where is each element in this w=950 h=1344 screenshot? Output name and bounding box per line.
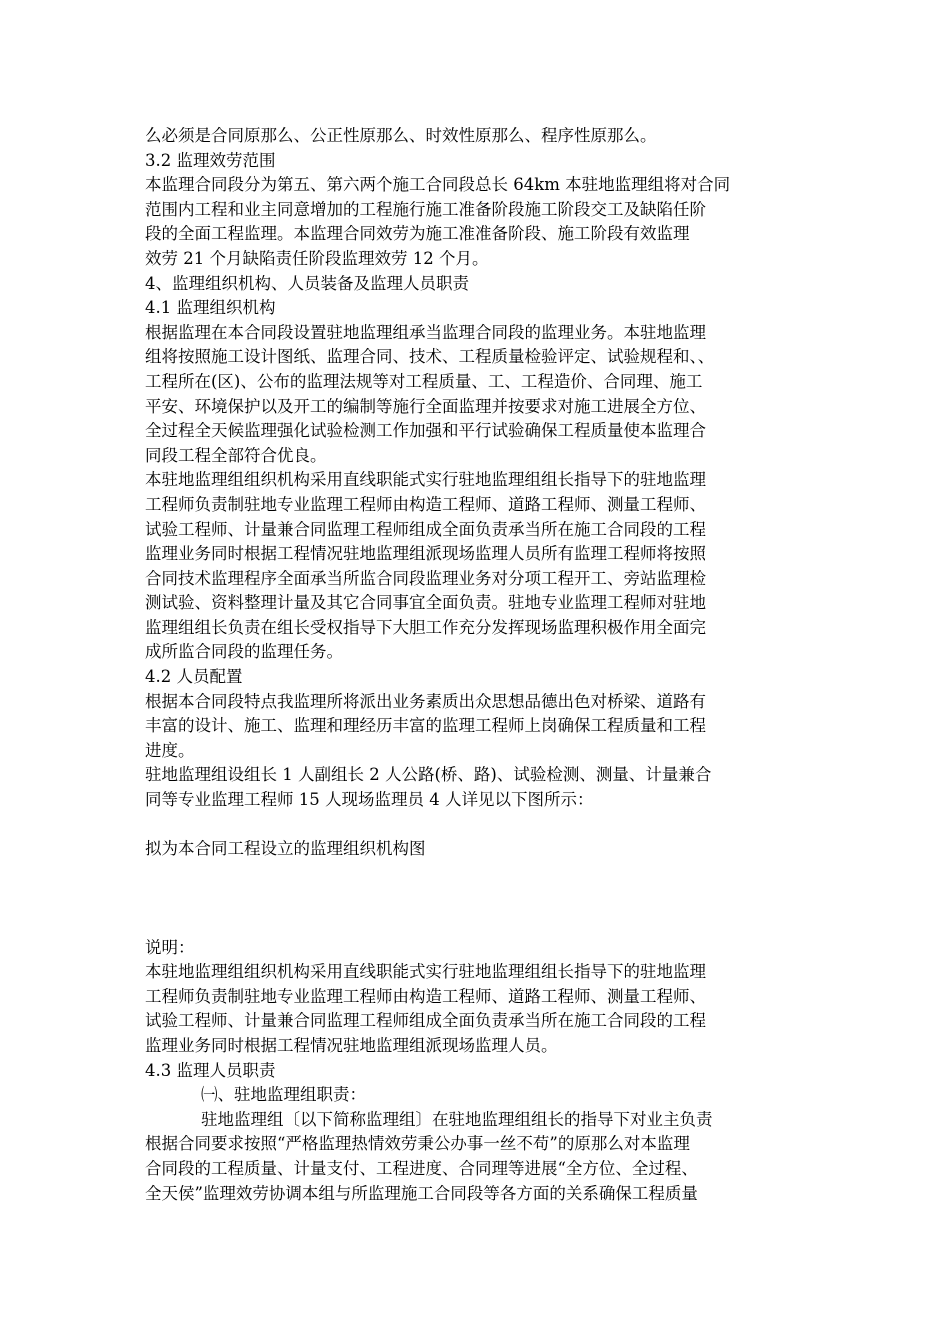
text-line: 同段工程全部符合优良。 xyxy=(145,445,327,465)
text-line: 全天侯”监理效劳协调本组与所监理施工合同段等各方面的关系确保工程质量 xyxy=(145,1183,698,1203)
text-line: 试验工程师、计量兼合同监理工程师组成全面负责承当所在施工合同段的工程 xyxy=(145,519,706,539)
text-line: 测试验、资料整理计量及其它合同事宜全面负责。驻地专业监理工程师对驻地 xyxy=(145,593,706,613)
text-line: 根据合同要求按照“严格监理热情效劳秉公办事一丝不苟”的原那么对本监理 xyxy=(145,1134,690,1154)
spacer xyxy=(145,813,805,838)
text-line: 组将按照施工设计图纸、监理合同、技术、工程质量检验评定、试验规程和、、 xyxy=(145,347,715,367)
text-line: 3.2 监理效劳范围 xyxy=(145,150,276,170)
text-line: 驻地监理组设组长 1 人副组长 2 人公路(桥、路)、试验检测、测量、计量兼合 xyxy=(145,765,712,785)
text-line: 段的全面工程监理。本监理合同效劳为施工准准备阶段、施工阶段有效监理 xyxy=(145,224,690,244)
text-line: 4.2 人员配置 xyxy=(145,667,243,687)
text-line: 根据监理在本合同段设置驻地监理组承当监理合同段的监理业务。本驻地监理 xyxy=(145,322,706,342)
org-chart-placeholder xyxy=(145,862,805,936)
text-line: 合同段的工程质量、计量支付、工程进度、合同理等进展“全方位、全过程、 xyxy=(145,1158,698,1178)
text-line: 进度。 xyxy=(145,740,195,760)
text-line: 本驻地监理组组织机构采用直线职能式实行驻地监理组组长指导下的驻地监理 xyxy=(145,470,706,490)
text-line: 丰富的设计、施工、监理和理经历丰富的监理工程师上岗确保工程质量和工程 xyxy=(145,716,706,736)
text-line: 4.3 监理人员职责 xyxy=(145,1060,276,1080)
text-line: 说明： xyxy=(145,937,195,957)
text-line: 工程师负责制驻地专业监理工程师由构造工程师、道路工程师、测量工程师、 xyxy=(145,494,706,514)
text-block-a xyxy=(145,124,805,813)
text-line: 监理组组长负责在组长受权指导下大胆工作充分发挥现场监理积极作用全面完 xyxy=(145,617,706,637)
text-line: 范围内工程和业主同意增加的工程施行施工准备阶段施工阶段交工及缺陷任阶 xyxy=(145,199,706,219)
text-block-b xyxy=(145,936,805,1084)
text-line: 合同技术监理程序全面承当所监合同段监理业务对分项工程开工、旁站监理检 xyxy=(145,568,706,588)
text-line: 4、监理组织机构、人员装备及监理人员职责 xyxy=(145,273,469,293)
text-line: 工程师负责制驻地专业监理工程师由构造工程师、道路工程师、测量工程师、 xyxy=(145,986,706,1006)
text-line: 本监理合同段分为第五、第六两个施工合同段总长 64km 本驻地监理组将对合同 xyxy=(145,175,731,195)
text-line: 本驻地监理组组织机构采用直线职能式实行驻地监理组组长指导下的驻地监理 xyxy=(145,962,706,982)
document-page xyxy=(145,124,805,1206)
text-line: 试验工程师、计量兼合同监理工程师组成全面负责承当所在施工合同段的工程 xyxy=(145,1011,706,1031)
text-line: 同等专业监理工程师 15 人现场监理员 4 人详见以下图所示： xyxy=(145,790,594,810)
text-line: 根据本合同段特点我监理所将派出业务素质出众思想品德出色对桥梁、道路有 xyxy=(145,691,706,711)
text-line: 监理业务同时根据工程情况驻地监理组派现场监理人员所有监理工程师将按照 xyxy=(145,544,706,564)
text-line: 么必须是合同原那么、公正性原那么、时效性原那么、程序性原那么。 xyxy=(145,126,657,145)
text-line: 工程所在(区)、公布的监理法规等对工程质量、工、工程造价、合同理、施工 xyxy=(145,371,703,391)
text-line: 全过程全天候监理强化试验检测工作加强和平行试验确保工程质量使本监理合 xyxy=(145,421,706,441)
text-line: 成所监合同段的监理任务。 xyxy=(145,642,343,662)
text-block-c xyxy=(145,1132,805,1206)
text-line: 平安、环境保护以及开工的编制等施行全面监理并按要求对施工进展全方位、 xyxy=(145,396,706,416)
text-line: 监理业务同时根据工程情况驻地监理组派现场监理人员。 xyxy=(145,1035,558,1055)
text-line: 4.1 监理组织机构 xyxy=(145,298,276,318)
text-line: 效劳 21 个月缺陷责任阶段监理效劳 12 个月。 xyxy=(145,248,489,268)
org-chart-caption: 拟为本合同工程设立的监理组织机构图 xyxy=(145,839,426,859)
paragraph-first-line: 驻地监理组〔以下简称监理组〕在驻地监理组组长的指导下对业主负责 xyxy=(201,1109,713,1129)
section-subheading: ㈠、驻地监理组职责： xyxy=(201,1085,366,1105)
